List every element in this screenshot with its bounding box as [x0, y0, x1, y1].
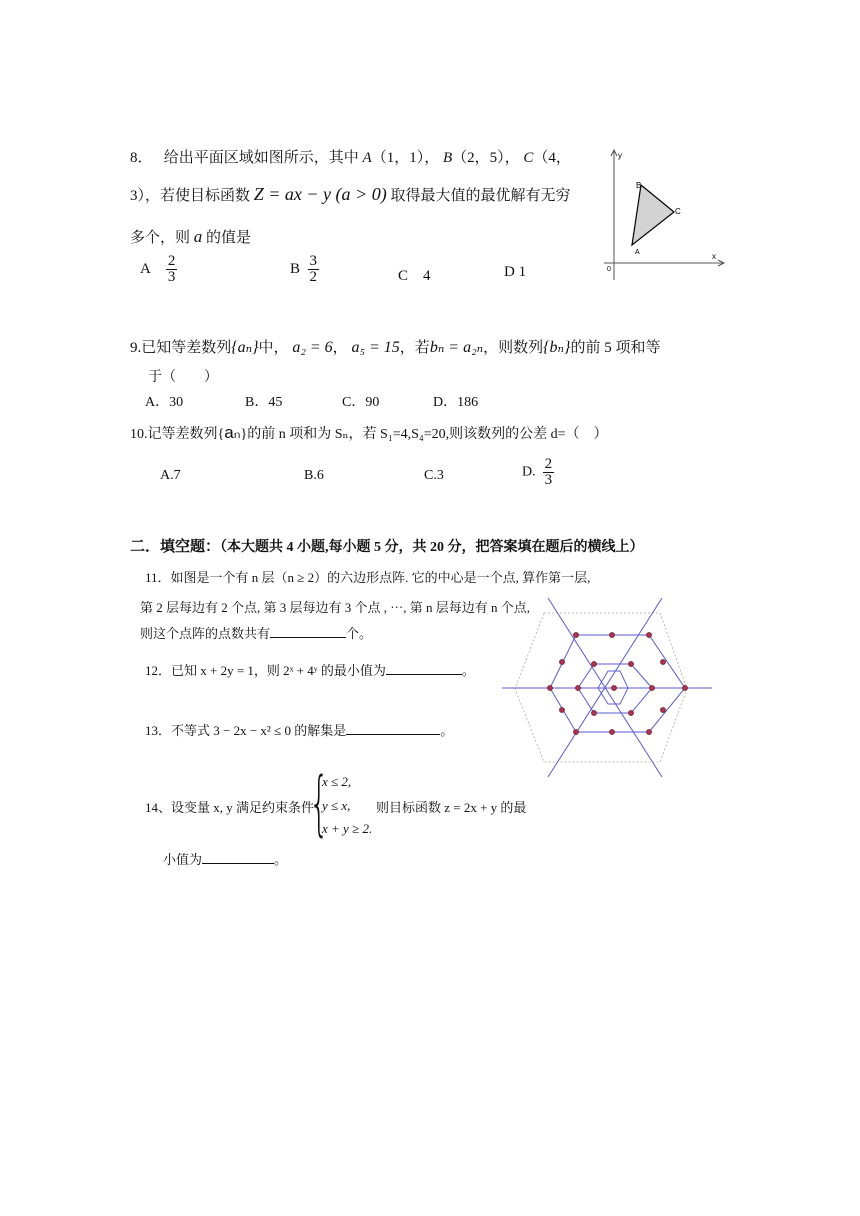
q8-option-b [290, 254, 319, 285]
q13-line [145, 720, 453, 739]
q10-option-a: A.7 [160, 468, 181, 483]
lattice-dot [609, 632, 614, 637]
q14-constraint-2: y ≤ x, [322, 798, 351, 813]
lattice-dot [559, 659, 564, 664]
q14-prefix: 14、设变量 x, y 满足约束条件 [145, 800, 315, 815]
q14-constraint-3: x + y ≥ 2. [322, 821, 373, 836]
q8-line3 [130, 226, 251, 247]
q8-text: 的值是 [206, 230, 252, 246]
q11-line3 [140, 623, 372, 642]
q9-bn: bₙ = a₂ₙ [429, 339, 484, 356]
q8-text: 取得最大值的最优解有无穷 [390, 188, 571, 204]
q8-option-a [140, 254, 177, 285]
q8-point-a: A [362, 150, 372, 166]
label-y: y [618, 151, 622, 160]
section-title: 二．填空题： [130, 539, 221, 555]
q14-suffix: 则目标函数 z = 2x + y 的最 [376, 800, 527, 815]
q9-text: 中， [258, 340, 289, 356]
q9-line2: 于（ ） [148, 370, 218, 385]
lattice-dot [628, 661, 633, 666]
q8-point-b: B [442, 150, 453, 166]
answer-blank[interactable] [346, 722, 440, 735]
q10-text: }的前 n 项和为 Sₙ，若 S₁=4,S₄=20,则该数列的公差 d=（ ） [240, 427, 608, 442]
lattice-dot [591, 661, 596, 666]
lattice-dot [611, 685, 616, 690]
q8-point-c-coord: （4， [533, 150, 571, 166]
lattice-dot [628, 710, 633, 715]
lattice-dot [573, 632, 578, 637]
option-label: A [140, 261, 151, 277]
lattice-dot [682, 685, 687, 690]
q9-a2: a₂ = 6 [292, 339, 333, 356]
q10-line [130, 423, 608, 443]
q9-seq-a: {aₙ} [231, 339, 259, 356]
fraction [166, 254, 178, 285]
q8-text: 给出平面区域如图所示，其中 [163, 150, 359, 166]
q8-option-c: C 4 [398, 268, 431, 284]
option-label: D. [522, 464, 536, 480]
denominator: 3 [544, 472, 553, 488]
q14-brace: { [309, 762, 330, 844]
q9-line1 [130, 336, 660, 357]
q11-line1: 11．如图是一个有 n 层（n ≥ 2）的六边形点阵. 它的中心是一个点, 算作第一层, [145, 570, 591, 585]
q8-region-figure [598, 146, 730, 282]
q13-text: 。 [440, 723, 454, 738]
q8-point-c: C [523, 150, 534, 166]
q8-number: 8． [130, 150, 153, 166]
option-label: B [290, 261, 301, 277]
hexagon-lattice-figure [500, 592, 716, 778]
section-note: （本大题共 4 小题,每小题 5 分，共 20 分，把答案填在题后的横线上） [220, 540, 644, 555]
q12-text: 12．已知 x + 2y = 1，则 2ˣ + 4ʸ 的最小值为 [145, 663, 386, 678]
q9-seq-b: {bₙ} [543, 339, 571, 356]
lattice-dot [660, 707, 665, 712]
answer-blank[interactable] [270, 625, 346, 638]
label-a: A [635, 249, 640, 256]
lattice-dot [575, 685, 580, 690]
q9-option-b: B．45 [245, 395, 283, 410]
q10-an: aₙ [224, 423, 241, 442]
q8-formula: Z = ax − y (a > 0) [253, 184, 387, 204]
lattice-dot [547, 685, 552, 690]
q8-line2 [130, 184, 570, 205]
q14-line2 [163, 849, 287, 868]
q14-text: 小值为 [163, 852, 203, 867]
answer-blank[interactable] [386, 662, 462, 675]
q12-line [145, 660, 475, 679]
q10-text: 10.记等差数列{ [130, 427, 225, 442]
q9-text: ，若 [399, 340, 430, 356]
outer-hexagon [550, 635, 685, 732]
lattice-dot [609, 729, 614, 734]
denominator: 2 [309, 269, 318, 285]
q14-constraint-1: x ≤ 2, [322, 774, 352, 789]
label-x: x [712, 252, 716, 261]
q11-line2: 第 2 层每边有 2 个点, 第 3 层每边有 3 个点 , ⋯, 第 n 层每边有 n 个点, [140, 600, 531, 615]
lattice-dot [646, 632, 651, 637]
lattice-dot [649, 685, 654, 690]
q9-a5: a₅ = 15 [351, 339, 400, 356]
q11-text: 个。 [346, 626, 373, 641]
triangle-region [632, 185, 674, 245]
lattice-dot [573, 729, 578, 734]
q14-text: 。 [274, 852, 288, 867]
q8-point-a-coord: （1，1）， [371, 150, 440, 166]
denominator: 3 [167, 269, 176, 285]
lattice-dot [591, 710, 596, 715]
q10-option-c: C.3 [424, 468, 444, 483]
q8-point-b-coord: （2，5）， [452, 150, 520, 166]
lattice-dot [646, 729, 651, 734]
q8-text: 多个，则 [130, 230, 191, 246]
q10-option-d [522, 457, 554, 488]
q8-text: 3），若使目标函数 [130, 188, 251, 204]
numerator: 3 [309, 253, 318, 269]
q9-text: 9.已知等差数列 [130, 340, 232, 356]
q12-text: 。 [461, 663, 475, 678]
lattice-dot [660, 659, 665, 664]
numerator: 2 [167, 253, 176, 269]
numerator: 2 [544, 456, 553, 472]
q8-var-a: a [193, 227, 203, 246]
q9-option-c: C．90 [342, 395, 380, 410]
answer-blank[interactable] [202, 851, 274, 864]
q9-text: 的前 5 项和等 [570, 340, 661, 356]
q9-option-a: A．30 [145, 395, 184, 410]
q8-line1 [130, 146, 571, 167]
q13-text: 13．不等式 3 − 2x − x² ≤ 0 的解集是 [145, 723, 347, 738]
q9-text: ，则数列 [483, 340, 544, 356]
label-origin: 0 [607, 266, 611, 273]
q10-option-b: B.6 [304, 468, 324, 483]
q9-option-d: D．186 [433, 395, 479, 410]
q8-option-d: D 1 [504, 264, 527, 280]
q9-text: ， [332, 340, 348, 356]
label-b: B [636, 181, 642, 190]
section-heading [130, 535, 644, 556]
fraction [543, 457, 555, 488]
q11-text: 则这个点阵的点数共有 [140, 626, 271, 641]
label-c: C [675, 207, 681, 216]
lattice-dot [559, 707, 564, 712]
fraction [308, 254, 320, 285]
